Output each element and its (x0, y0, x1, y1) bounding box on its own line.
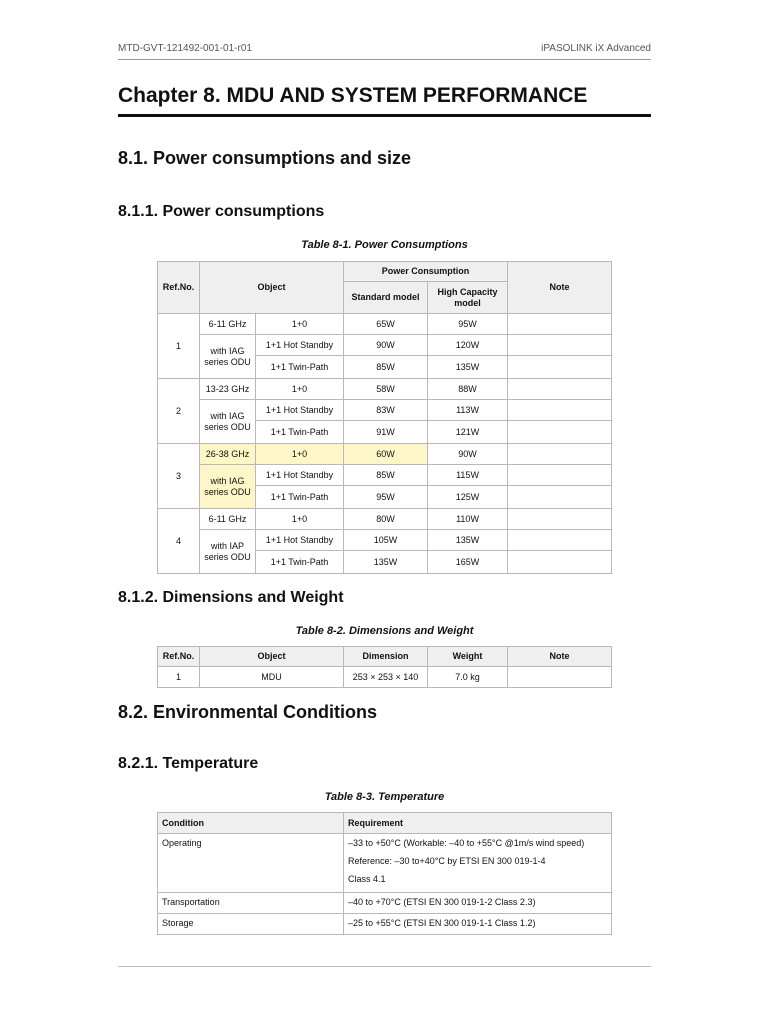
note-cell (508, 509, 612, 530)
standard-value: 105W (344, 530, 428, 551)
config-cell: 1+0 (256, 314, 344, 335)
standard-value: 58W (344, 379, 428, 400)
section-heading-8-1-2: 8.1.2. Dimensions and Weight (118, 589, 344, 606)
requirement-line: Reference: –30 to+40°C by ETSI EN 300 019-1-4 (348, 856, 546, 866)
note-cell (508, 400, 612, 421)
standard-value: 85W (344, 356, 428, 379)
config-cell: 1+1 Hot Standby (256, 465, 344, 486)
standard-value: 135W (344, 551, 428, 574)
high-capacity-value: 121W (428, 421, 508, 444)
high-capacity-value: 110W (428, 509, 508, 530)
config-cell: 1+1 Hot Standby (256, 400, 344, 421)
table-row (158, 465, 612, 486)
table-row (158, 530, 612, 551)
note-cell (508, 530, 612, 551)
standard-value: 85W (344, 465, 428, 486)
config-cell: 1+1 Hot Standby (256, 530, 344, 551)
note-cell (508, 335, 612, 356)
standard-value: 95W (344, 486, 428, 509)
table-caption-dimensions: Table 8-2. Dimensions and Weight (295, 625, 474, 637)
header-high-capacity-model: High Capacity model (428, 282, 508, 314)
table-row (158, 335, 612, 356)
note-cell (508, 421, 612, 444)
band-cell: 6-11 GHz (200, 314, 256, 335)
note-cell (508, 444, 612, 465)
table-caption-temperature: Table 8-3. Temperature (324, 791, 445, 803)
high-capacity-value: 90W (428, 444, 508, 465)
document-id: MTD-GVT-121492-001-01-r01 (118, 43, 252, 54)
high-capacity-value: 135W (428, 356, 508, 379)
power-consumption-table (157, 261, 612, 574)
high-capacity-value: 113W (428, 400, 508, 421)
standard-value: 90W (344, 335, 428, 356)
section-heading-8-1: 8.1. Power consumptions and size (118, 148, 412, 168)
note-cell (508, 465, 612, 486)
standard-value: 65W (344, 314, 428, 335)
note-cell (508, 314, 612, 335)
section-heading-8-2-1: 8.2.1. Temperature (118, 755, 259, 772)
weight-cell: 7.0 kg (428, 667, 508, 688)
high-capacity-value: 95W (428, 314, 508, 335)
section-heading-8-1-1: 8.1.1. Power consumptions (118, 203, 325, 220)
config-cell: 1+1 Twin-Path (256, 356, 344, 379)
chapter-divider (118, 114, 651, 117)
config-cell: 1+0 (256, 444, 344, 465)
odu-type-cell: with IAG series ODU (200, 465, 256, 509)
header-divider (118, 59, 651, 60)
header-object: Object (200, 647, 344, 667)
band-cell: 26-38 GHz (200, 444, 256, 465)
header-condition: Condition (158, 813, 344, 834)
config-cell: 1+0 (256, 509, 344, 530)
header-note: Note (508, 262, 612, 314)
header-dimension: Dimension (344, 647, 428, 667)
requirement-cell: –40 to +70°C (ETSI EN 300 019-1-2 Class 2.3) (344, 893, 612, 914)
standard-value: 83W (344, 400, 428, 421)
header-requirement: Requirement (344, 813, 612, 834)
condition-cell: Storage (158, 914, 344, 935)
table-row (158, 667, 612, 688)
odu-type-cell: with IAG series ODU (200, 335, 256, 379)
chapter-title: Chapter 8. MDU AND SYSTEM PERFORMANCE (118, 84, 588, 107)
odu-type-cell: with IAP series ODU (200, 530, 256, 574)
config-cell: 1+0 (256, 379, 344, 400)
header-standard-model: Standard model (344, 282, 428, 314)
table-row (158, 509, 612, 530)
standard-value: 80W (344, 509, 428, 530)
table-caption-power: Table 8-1. Power Consumptions (301, 239, 468, 251)
high-capacity-value: 135W (428, 530, 508, 551)
table-row (158, 314, 612, 335)
header-ref-no: Ref.No. (158, 262, 200, 314)
condition-cell: Transportation (158, 893, 344, 914)
table-row (158, 444, 612, 465)
header-object: Object (200, 262, 344, 314)
header-note: Note (508, 647, 612, 667)
header-power-consumption: Power Consumption (344, 262, 508, 282)
config-cell: 1+1 Twin-Path (256, 486, 344, 509)
note-cell (508, 486, 612, 509)
object-cell: MDU (200, 667, 344, 688)
high-capacity-value: 88W (428, 379, 508, 400)
temperature-table (157, 812, 612, 935)
note-cell (508, 551, 612, 574)
note-cell (508, 356, 612, 379)
table-row (158, 379, 612, 400)
requirement-line: –33 to +50°C (Workable: –40 to +55°C @1m/s wind speed) (348, 838, 585, 848)
dimension-cell: 253 × 253 × 140 (344, 667, 428, 688)
header-weight: Weight (428, 647, 508, 667)
product-name: iPASOLINK iX Advanced (541, 43, 651, 54)
ref-cell: 1 (158, 667, 200, 688)
high-capacity-value: 120W (428, 335, 508, 356)
condition-cell: Operating (158, 834, 344, 893)
high-capacity-value: 115W (428, 465, 508, 486)
section-heading-8-2: 8.2. Environmental Conditions (118, 702, 378, 722)
table-row (158, 400, 612, 421)
high-capacity-value: 165W (428, 551, 508, 574)
ref-cell: 3 (158, 444, 200, 509)
config-cell: 1+1 Twin-Path (256, 551, 344, 574)
dimensions-weight-table (157, 646, 612, 688)
standard-value: 91W (344, 421, 428, 444)
note-cell (508, 667, 612, 688)
config-cell: 1+1 Hot Standby (256, 335, 344, 356)
table-row (158, 893, 612, 914)
requirement-line: Class 4.1 (348, 874, 386, 884)
ref-cell: 1 (158, 314, 200, 379)
ref-cell: 4 (158, 509, 200, 574)
odu-type-cell: with IAG series ODU (200, 400, 256, 444)
standard-value: 60W (344, 444, 428, 465)
note-cell (508, 379, 612, 400)
footer-divider (118, 966, 651, 967)
table-row (158, 834, 612, 893)
band-cell: 13-23 GHz (200, 379, 256, 400)
requirement-cell (344, 834, 612, 893)
high-capacity-value: 125W (428, 486, 508, 509)
requirement-cell: –25 to +55°C (ETSI EN 300 019-1-1 Class 1.2) (344, 914, 612, 935)
table-row (158, 914, 612, 935)
band-cell: 6-11 GHz (200, 509, 256, 530)
config-cell: 1+1 Twin-Path (256, 421, 344, 444)
ref-cell: 2 (158, 379, 200, 444)
header-ref-no: Ref.No. (158, 647, 200, 667)
